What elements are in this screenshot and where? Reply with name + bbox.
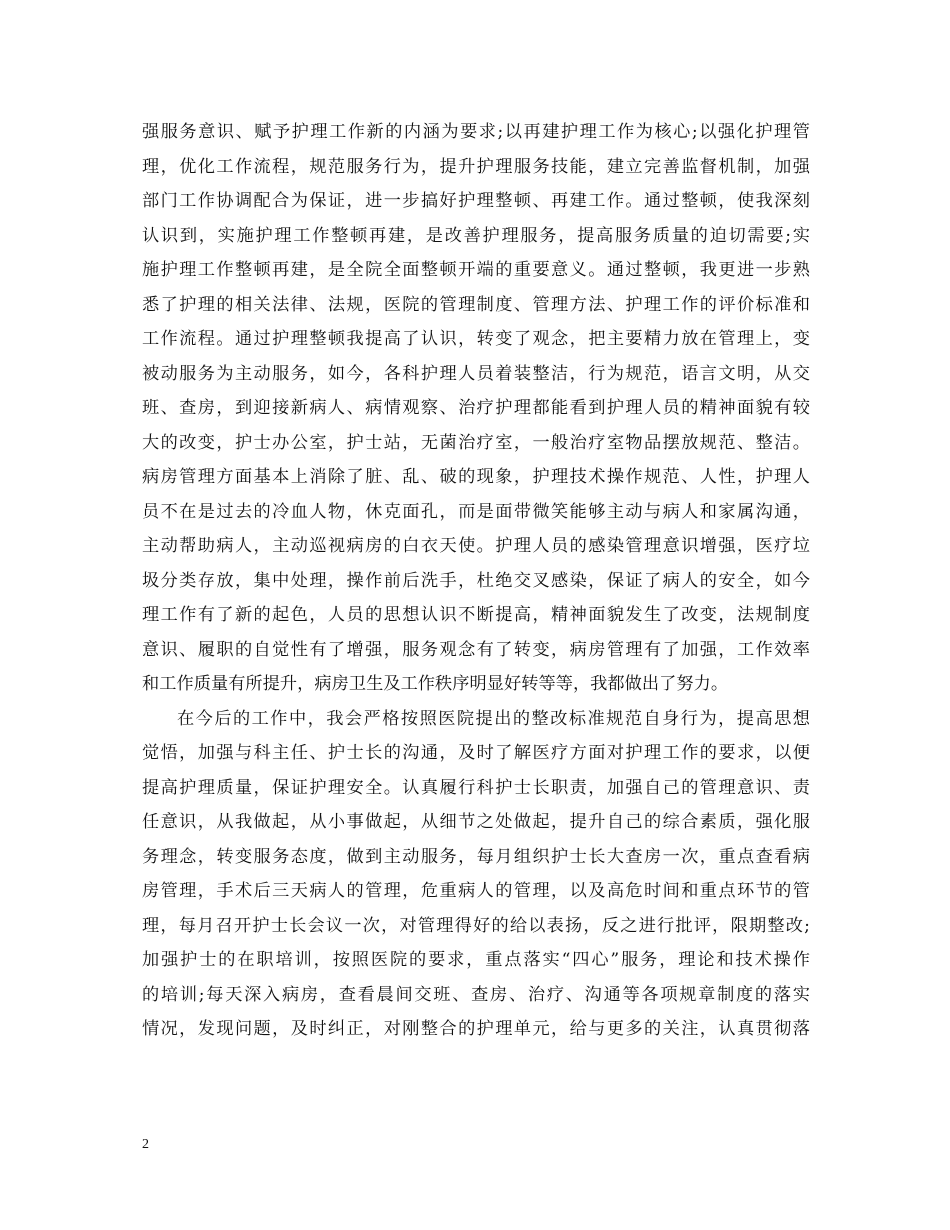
text-line: 理工作有了新的起色，人员的思想认识不断提高，精神面貌发生了改变，法规制度 xyxy=(142,605,810,625)
page-number: 2 xyxy=(142,1137,149,1152)
text-line: 的培训;每天深入病房，查看晨间交班、查房、治疗、沟通等各项规章制度的落实 xyxy=(142,984,810,1005)
text-line: 主动帮助病人，主动巡视病房的白衣天使。护理人员的感染管理意识增强，医疗垃 xyxy=(142,536,810,556)
text-line: 情况，发现问题，及时纠正，对刚整合的护理单元，给与更多的关注，认真贯彻落 xyxy=(142,1019,810,1039)
text-line: 和工作质量有所提升，病房卫生及工作秩序明显好转等等，我都做出了努力。 xyxy=(142,674,729,694)
text-line: 在今后的工作中，我会严格按照医院提出的整改标准规范自身行为，提高思想 xyxy=(177,708,810,729)
text-line: 圾分类存放，集中处理，操作前后洗手，杜绝交叉感染，保证了病人的安全，如今 xyxy=(142,570,810,591)
text-line: 觉悟，加强与科主任、护士长的沟通，及时了解医疗方面对护理工作的要求，以便 xyxy=(142,743,810,763)
text-line: 理，优化工作流程，规范服务行为，提升护理服务技能，建立完善监督机制，加强 xyxy=(142,156,810,177)
text-line: 施护理工作整顿再建，是全院全面整顿开端的重要意义。通过整顿，我更进一步熟 xyxy=(142,260,810,280)
text-line: 病房管理方面基本上消除了脏、乱、破的现象，护理技术操作规范、人性，护理人 xyxy=(142,467,810,487)
text-line: 班、查房，到迎接新病人、病情观察、治疗护理都能看到护理人员的精神面貌有较 xyxy=(142,398,810,418)
text-line: 大的改变，护士办公室，护士站，无菌治疗室，一般治疗室物品摆放规范、整洁。 xyxy=(142,432,810,453)
text-line: 任意识，从我做起，从小事做起，从细节之处做起，提升自己的综合素质，强化服 xyxy=(142,812,810,832)
text-line: 理，每月召开护士长会议一次，对管理得好的给以表扬，反之进行批评，限期整改; xyxy=(142,915,810,936)
text-line: 提高护理质量，保证护理安全。认真履行科护士长职责，加强自己的管理意识、责 xyxy=(142,777,810,798)
text-line: 意识、履职的自觉性有了增强，服务观念有了转变，病房管理有了加强，工作效率 xyxy=(142,639,810,660)
text-line: 悉了护理的相关法律、法规，医院的管理制度、管理方法、护理工作的评价标准和 xyxy=(142,294,810,315)
text-line: 强服务意识、赋予护理工作新的内涵为要求;以再建护理工作为核心;以强化护理管 xyxy=(142,122,810,142)
text-line: 房管理，手术后三天病人的管理，危重病人的管理，以及高危时间和重点环节的管 xyxy=(142,881,810,901)
text-line: 部门工作协调配合为保证，进一步搞好护理整顿、再建工作。通过整顿，使我深刻 xyxy=(142,191,810,211)
text-line: 员不在是过去的冷血人物，休克面孔，而是面带微笑能够主动与病人和家属沟通， xyxy=(142,501,810,522)
text-line: 工作流程。通过护理整顿我提高了认识，转变了观念，把主要精力放在管理上，变 xyxy=(142,329,810,349)
text-line: 认识到，实施护理工作整顿再建，是改善护理服务，提高服务质量的迫切需要;实 xyxy=(142,225,810,246)
text-line: 被动服务为主动服务，如今，各科护理人员着装整洁，行为规范，语言文明，从交 xyxy=(142,363,810,384)
text-line: 加强护士的在职培训，按照医院的要求，重点落实“四心”服务，理论和技术操作 xyxy=(142,950,810,970)
body-text xyxy=(142,115,810,1047)
text-line: 务理念，转变服务态度，做到主动服务，每月组织护士长大查房一次，重点查看病 xyxy=(142,846,810,867)
